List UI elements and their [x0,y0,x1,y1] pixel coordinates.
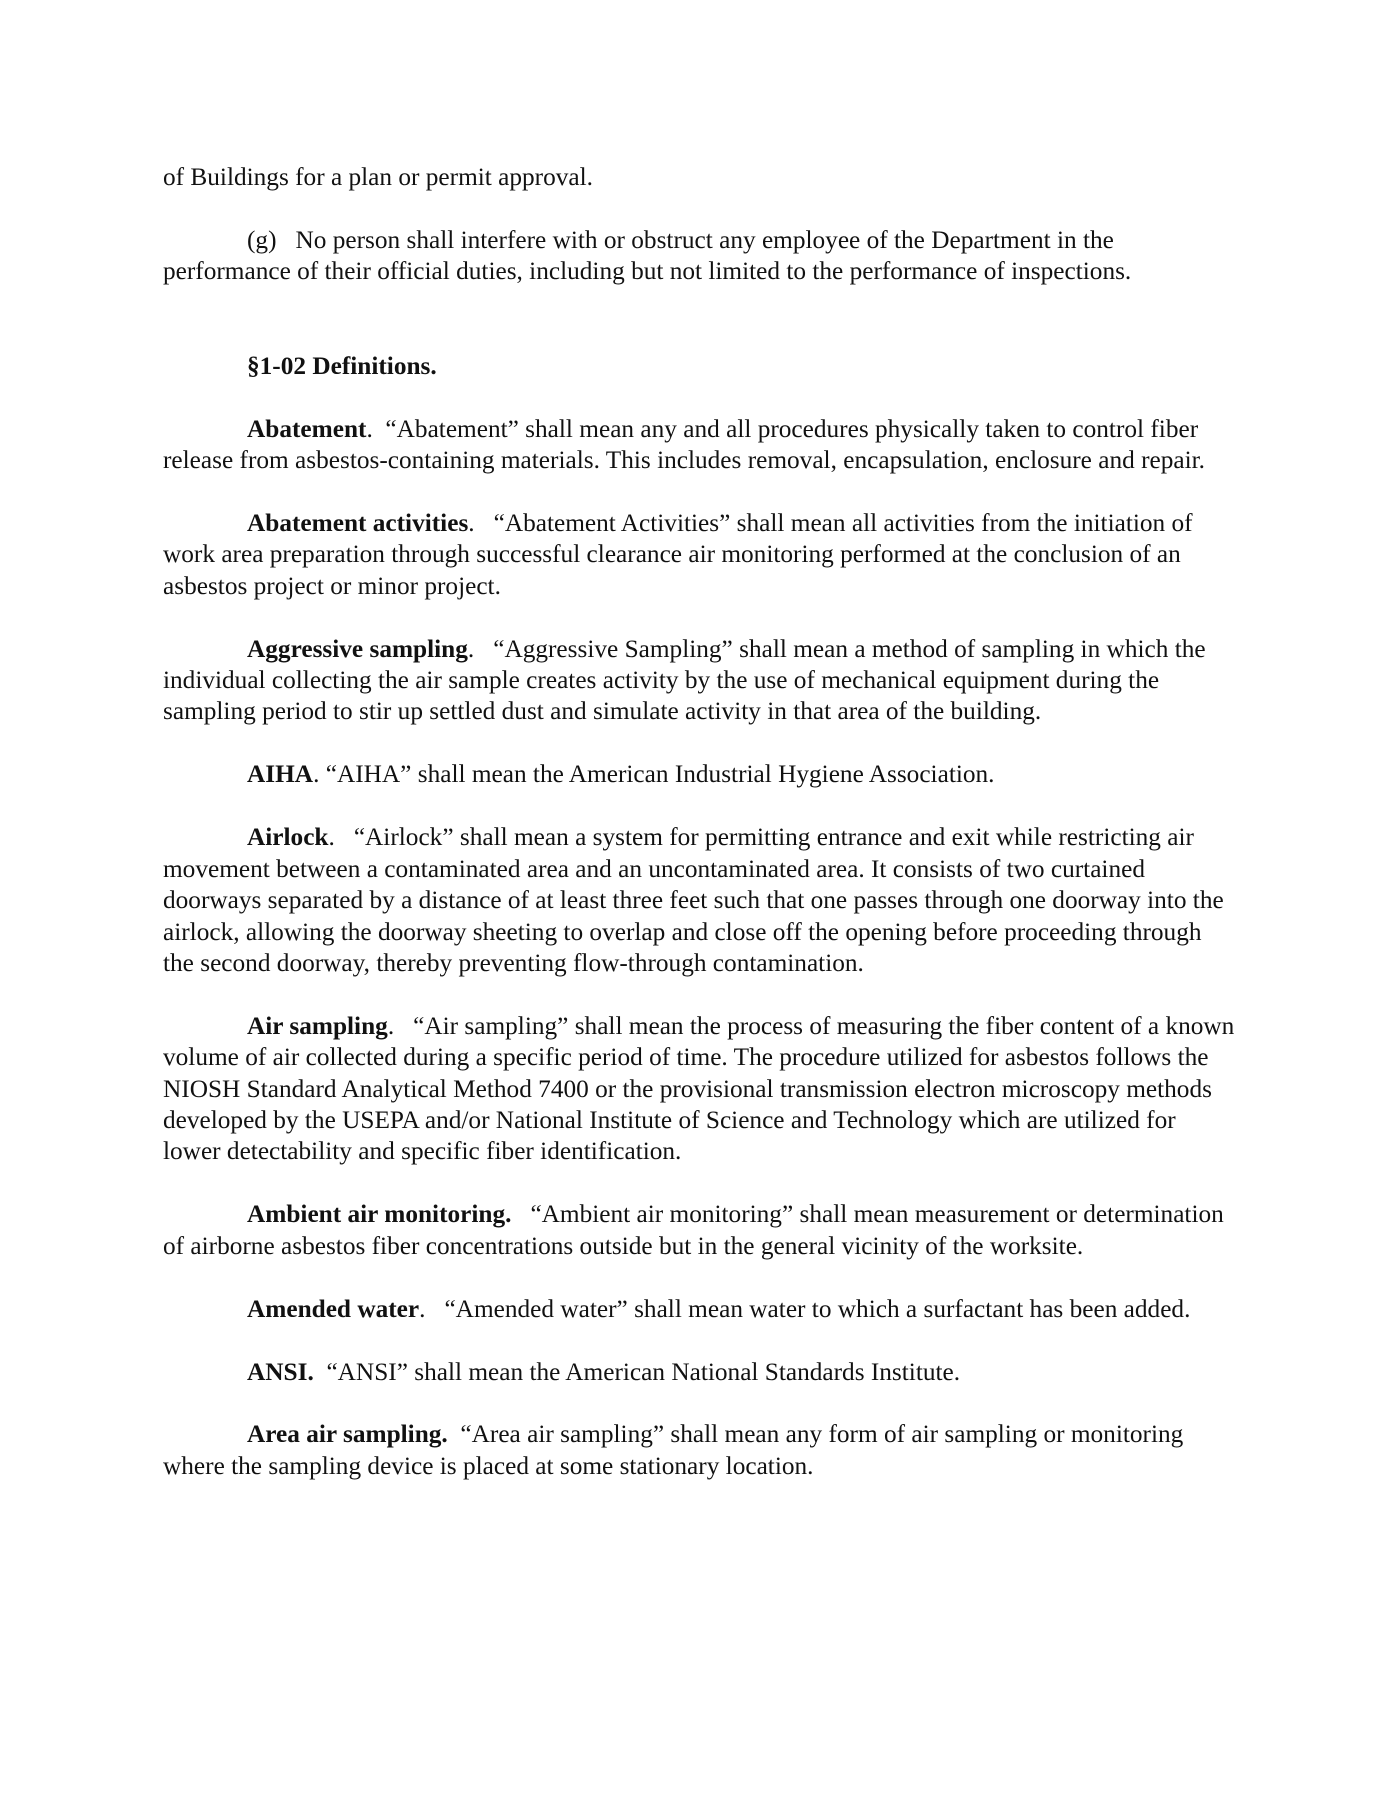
definition-text: “Aggressive Sampling” shall mean a method of sampling in which the individual collecting the air sample creates activity by the use of mechanical equipment during the sampling period to stir up settled dust and simulate activity in that area of the building. [163,634,1206,726]
definitions-list [163,414,1238,1483]
definition-text: “Ambient air monitoring” shall mean measurement or determination of airborne asbestos fiber concentrations outside but in the general vicinity of the worksite. [163,1200,1224,1260]
paragraph-label: (g) [247,225,277,254]
term-punct: . [328,823,335,852]
term-punct: . [468,508,475,537]
definition-term: ANSI. [247,1357,314,1386]
definition-text: “Area air sampling” shall mean any form of air sampling or monitoring where the sampling device is placed at some stationary location. [163,1420,1184,1480]
definition-item [163,508,1238,602]
paragraph-text: No person shall interfere with or obstruct any employee of the Department in the performance of their official duties, including but not limited to the performance of inspections. [163,225,1132,286]
section-heading-text: §1-02 Definitions. [247,351,437,380]
document-page [163,162,1238,1482]
definition-item [163,1294,1238,1325]
definition-term: Aggressive sampling [247,634,468,663]
definition-term: AIHA [247,760,314,789]
definition-item [163,414,1238,477]
definition-text: “AIHA” shall mean the American Industrial Hygiene Association. [325,760,995,789]
term-punct: . [419,1294,426,1323]
definition-term: Amended water [247,1294,420,1323]
definition-item [163,822,1238,979]
term-punct: . [467,634,475,663]
definition-text: “Amended water” shall mean water to which a surfactant has been added. [444,1294,1191,1323]
definition-item [163,634,1238,728]
definition-item [163,1199,1238,1262]
definition-term: Abatement [247,414,367,443]
definition-text: “Airlock” shall mean a system for permitting entrance and exit while restricting air movement between a contaminated area and an uncontaminated area. It consists of two curtained doorways separated by a distance of at least three feet such that one passes through one doorway into the airlock, allowing the doorway sheeting to overlap and close off the opening before proceeding through the second doorway, thereby preventing flow-through contamination. [163,823,1224,977]
definition-term: Area air sampling. [247,1420,448,1449]
definition-item [163,1357,1238,1388]
definition-term: Airlock [247,823,329,852]
definition-text: “Air sampling” shall mean the process of measuring the fiber content of a known volume of air collected during a specific period of time. The procedure utilized for asbestos follows the NIOSH Standard Analytical Method 7400 or the provisional transmission electron microscopy methods developed by the USEPA and/or National Institute of Science and Technology which are utilized for lower detectability and specific fiber identification. [163,1011,1235,1166]
definition-item [163,759,1238,790]
paragraph-g [163,225,1238,288]
term-punct: . [313,760,320,789]
definition-term: Abatement activities [247,508,469,537]
section-heading [163,351,1238,382]
continuation-text: of Buildings for a plan or permit approval. [163,163,593,191]
definition-term: Ambient air monitoring. [247,1200,512,1229]
definition-text: “ANSI” shall mean the American National Standards Institute. [326,1357,961,1386]
term-punct: . [387,1011,395,1040]
definition-term: Air sampling [247,1011,388,1040]
definition-item [163,1419,1238,1482]
term-punct: . [366,414,373,443]
definition-text: “Abatement” shall mean any and all procedures physically taken to control fiber release from asbestos-containing materials. This includes removal, encapsulation, enclosure and repair. [163,414,1205,475]
definition-item [163,1011,1238,1168]
definition-text: “Abatement Activities” shall mean all activities from the initiation of work area preparation through successful clearance air monitoring performed at the conclusion of an asbestos project or minor project. [163,508,1193,600]
